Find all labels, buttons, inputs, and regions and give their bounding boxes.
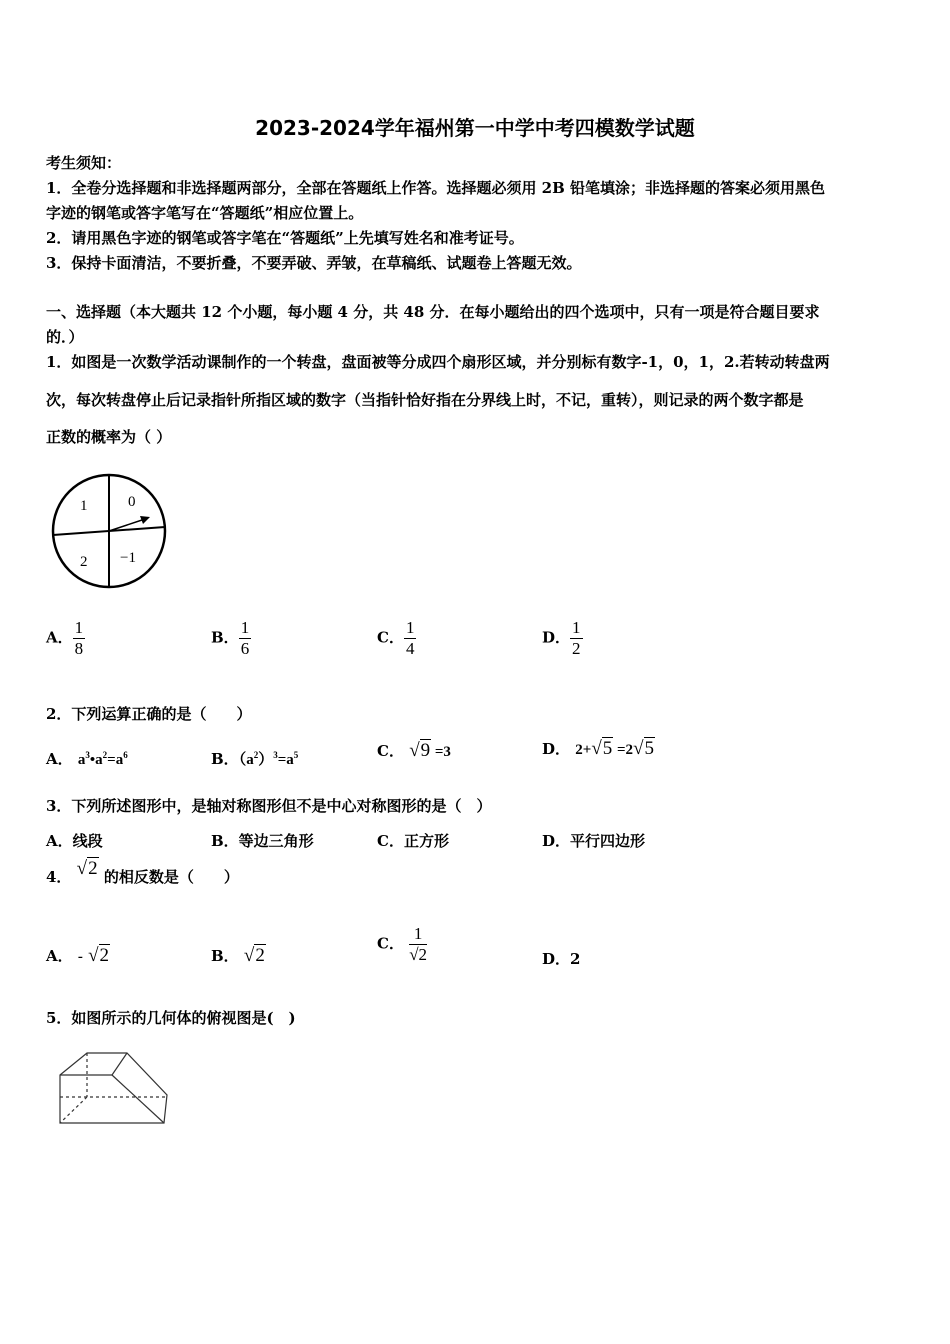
q1-option-b: B． $\frac{1}{6}$ (211, 618, 250, 658)
q4-option-c: C． $\frac{1}{√2}$ (377, 924, 428, 964)
section-heading: 的．） (46, 328, 84, 346)
notice-line: 3．保持卡面清洁，不要折叠，不要弄破、弄皱，在草稿纸、试题卷上答题无效。 (46, 254, 582, 272)
q1-option-d: D． $\frac{1}{2}$ (542, 618, 581, 658)
q3-option-b: B．等边三角形 (211, 832, 314, 850)
q2-option-a: A． $a^3•a^2=a^6$ (46, 750, 128, 768)
q4-option-d: D．2 (542, 950, 581, 968)
spinner-label: 0 (128, 494, 136, 510)
section-heading: 一、选择题（本大题共 12 个小题，每小题 4 分，共 48 分．在每小题给出的四个选项中，只有一项是符合题目要求 (46, 303, 820, 321)
q1-stem: 次，每次转盘停止后记录指针所指区域的数字（当指针恰好指在分界线上时，不记，重转），则记录的两个数字都是 (46, 391, 804, 409)
q2-option-d: D． 2+√5 =2√5 (542, 738, 654, 759)
q3-option-a: A．线段 (46, 832, 103, 850)
q4-option-b: B． √2 (211, 945, 265, 966)
q4-stem: 4． √2 的相反数是（ ） (46, 858, 239, 886)
spinner-label: −1 (120, 550, 136, 566)
q2-option-c: C． √9 =3 (377, 740, 451, 761)
q3-option-c: C．正方形 (377, 832, 449, 850)
q3-option-d: D．平行四边形 (542, 832, 646, 850)
q2-stem: 2．下列运算正确的是（ ） (46, 705, 252, 723)
q1-stem: 1．如图是一次数学活动课制作的一个转盘，盘面被等分成四个扇形区域，并分别标有数字-1，0，1，2.若转动转盘两 (46, 353, 830, 371)
solid-figure (52, 1045, 177, 1130)
q1-option-a: A． $\frac{1}{8}$ (46, 618, 84, 658)
q4-option-a: A． - √2 (46, 945, 110, 966)
q1-stem: 正数的概率为（ ） (46, 428, 172, 446)
q5-stem: 5．如图所示的几何体的俯视图是( ) (46, 1009, 296, 1027)
page-title: 2023-2024学年福州第一中学中考四模数学试题 (255, 116, 695, 140)
q3-stem: 3．下列所述图形中，是轴对称图形但不是中心对称图形的是（ ） (46, 797, 492, 815)
q1-option-c: C． $\frac{1}{4}$ (377, 618, 415, 658)
spinner-label: 1 (80, 498, 88, 514)
notice-heading: 考生须知： (46, 154, 122, 172)
spinner-label: 2 (80, 554, 88, 570)
q2-option-b: B．$(a^2)^3=a^5$ (211, 750, 299, 768)
notice-line: 字迹的钢笔或答字笔写在“答题纸”相应位置上。 (46, 204, 364, 222)
notice-line: 2．请用黑色字迹的钢笔或答字笔在“答题纸”上先填写姓名和准考证号。 (46, 229, 524, 247)
spinner-figure (50, 472, 170, 592)
notice-line: 1．全卷分选择题和非选择题两部分，全部在答题纸上作答。选择题必须用 2B 铅笔填涂；非选择题的答案必须用黑色 (46, 179, 826, 197)
